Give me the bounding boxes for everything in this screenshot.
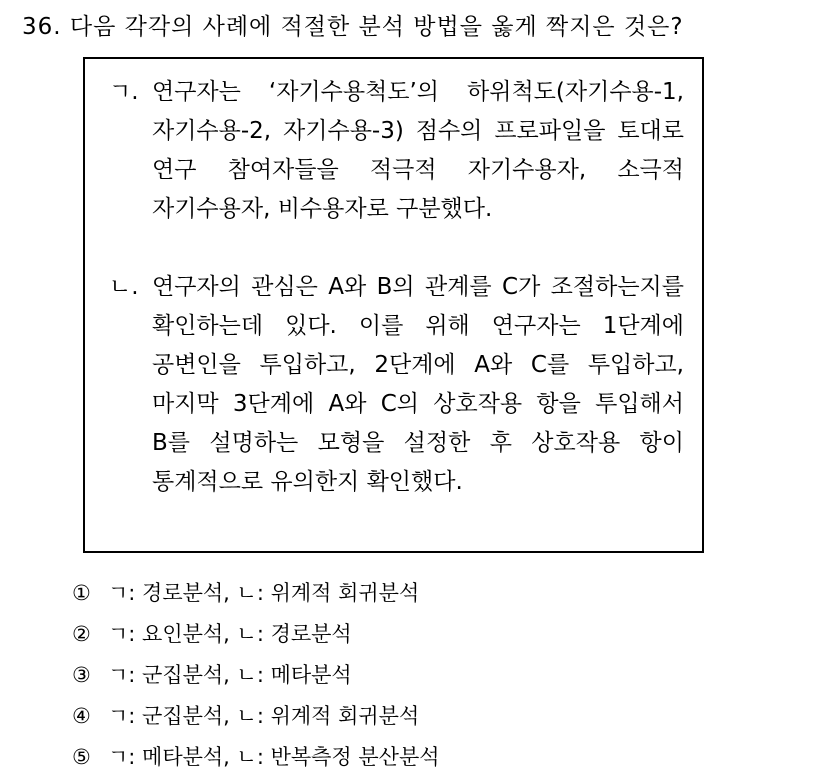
item-text-b: 연구자의 관심은 A와 B의 관계를 C가 조절하는지를 확인하는데 있다. 이를 위해 연구자는 1단계에 공변인을 투입하고, 2단계에 A와 C를 투입하고, 마지막 3단계에 A와 C의 상호작용 항을 투입해서 B를 설명하는 모형을 설정한 후 상호작용 항이 통계적으로 유의한지 확인했다. bbox=[152, 274, 684, 495]
choice-number: ② bbox=[72, 622, 91, 646]
choice-number: ⑤ bbox=[72, 745, 91, 769]
answer-choices bbox=[72, 573, 440, 778]
item-text-a: 연구자는 ‘자기수용척도’의 하위척도(자기수용-1, 자기수용-2, 자기수용-3) 점수의 프로파일을 토대로 연구 참여자들을 적극적 자기수용자, 소극적 자기수용자, 비수용자로 구분했다. bbox=[152, 79, 684, 222]
item-marker-a: ㄱ. bbox=[109, 79, 139, 105]
choice-2[interactable] bbox=[72, 614, 440, 655]
example-item-b bbox=[109, 268, 684, 502]
choice-4[interactable] bbox=[72, 696, 440, 737]
choice-text: ㄱ: 군집분석, ㄴ: 메타분석 bbox=[108, 663, 352, 687]
example-box bbox=[83, 57, 704, 553]
choice-number: ③ bbox=[72, 663, 91, 687]
choice-text: ㄱ: 경로분석, ㄴ: 위계적 회귀분석 bbox=[108, 581, 420, 605]
choice-3[interactable] bbox=[72, 655, 440, 696]
choice-text: ㄱ: 요인분석, ㄴ: 경로분석 bbox=[108, 622, 352, 646]
example-item-a bbox=[109, 73, 684, 229]
question-stem: 36. 다음 각각의 사례에 적절한 분석 방법을 옳게 짝지은 것은? bbox=[22, 14, 684, 40]
item-marker-b: ㄴ. bbox=[109, 274, 139, 300]
choice-text: ㄱ: 군집분석, ㄴ: 위계적 회귀분석 bbox=[108, 704, 420, 728]
choice-1[interactable] bbox=[72, 573, 440, 614]
choice-number: ① bbox=[72, 581, 91, 605]
choice-5[interactable] bbox=[72, 737, 440, 778]
choice-text: ㄱ: 메타분석, ㄴ: 반복측정 분산분석 bbox=[108, 745, 440, 769]
choice-number: ④ bbox=[72, 704, 91, 728]
